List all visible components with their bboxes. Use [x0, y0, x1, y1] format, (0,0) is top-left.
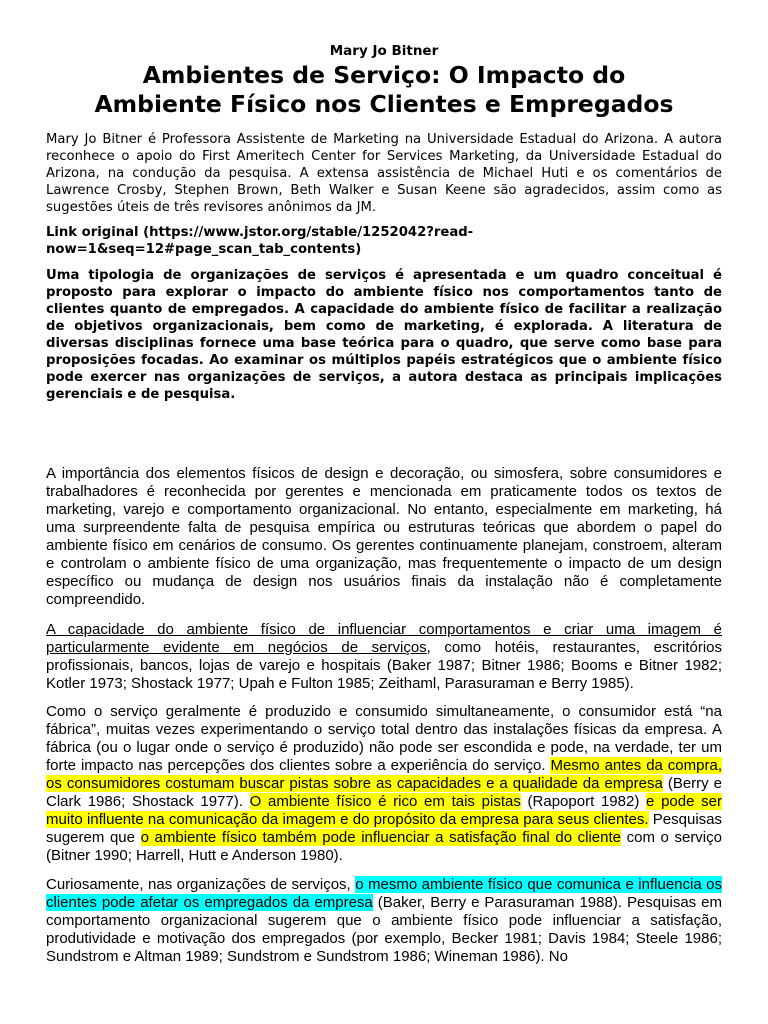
body-paragraph-1: A importância dos elementos físicos de design e decoração, ou simosfera, sobre consumidores e trabalhadores é reconhecida por gerentes e mencionada em praticamente todos os textos de marketing, varejo e comportamento organizacional. No entanto, especialmente em marketing, há uma surpreendente falta de pesquisa empírica ou estruturas teóricas que abordem o papel do ambiente físico em cenários de consumo. Os gerentes continuamente planejam, constroem, alteram e controlam o ambiente físico de uma organização, mas frequentemente o impacto de um design específico ou mudança de design nos usuários finais da instalação não é completamente compreendido.	[46, 465, 722, 608]
author-bio: Mary Jo Bitner é Professora Assistente de Marketing na Universidade Estadual do Arizona. A autora reconhece o apoio do First Ameritech Center for Services Marketing, da Universidade Estadual do Arizona, na condução da pesquisa. A extensa assistência de Michael Huti e os comentários de Lawrence Crosby, Stephen Brown, Beth Walker e Susan Keene são agradecidos, assim como as sugestões úteis de três revisores anônimos da JM.	[46, 132, 722, 215]
paragraph-3-text-c: (Rapoport 1982)	[520, 793, 647, 810]
yellow-highlight-4: o ambiente físico também pode influenciar a satisfação final do cliente	[140, 829, 621, 846]
body-paragraph-3	[46, 703, 722, 865]
original-link[interactable]	[46, 224, 722, 258]
title-line-2: Ambiente Físico nos Clientes e Empregados	[94, 90, 674, 118]
body-paragraph-4	[46, 876, 722, 966]
yellow-highlight-2: O ambiente físico é rico em tais pistas	[249, 793, 521, 810]
document-title	[40, 61, 728, 119]
paragraph-2-text: , como hotéis, restaurantes, escritórios profissionais, bancos, lojas de varejo e hospitais (Baker 1987; Bitner 1986; Booms e Bitner 1982; Kotler 1973; Shostack 1977; Upah e Fulton 1985; Zeithaml, Parasuraman e Berry 1985).	[46, 639, 723, 692]
paragraph-3-text-a: Como o serviço geralmente é produzido e consumido simultaneamente, o consumidor está “na fábrica”, muitas vezes experimentando o serviço total dentro das instalações físicas da empresa. A fábrica (ou o lugar onde o serviço é produzido) não pode ser escondida e pode, na verdade, ter um forte impacto nas percepções dos clientes sobre a experiência do serviço.	[46, 703, 722, 774]
link-line-2[interactable]: now=1&seq=12#page_scan_tab_contents)	[46, 242, 362, 257]
yellow-highlight-1: Mesmo antes da compra, os consumidores costumam buscar pistas sobre as capacidades e a qualidade da empresa	[46, 757, 722, 792]
paragraph-4-text-b: (Baker, Berry e Parasuraman 1988). Pesquisas em comportamento organizacional sugerem que o ambiente físico pode influenciar a satisfação, produtividade e motivação dos empregados (por exemplo, Becker 1981; Davis 1984; Steele 1986; Sundstrom e Altman 1989; Sundstrom e Sundstrom 1986; Wineman 1986). No	[46, 894, 722, 965]
paragraph-3-text-e: com o serviço (Bitner 1990; Harrell, Hutt e Anderson 1980).	[46, 829, 722, 864]
paragraph-3-text-b: (Berry e Clark 1986; Shostack 1977).	[46, 775, 722, 810]
abstract: Uma tipologia de organizações de serviços é apresentada e um quadro conceitual é proposto para explorar o impacto do ambiente físico nos comportamentos tanto de clientes quanto de empregados. A capacidade do ambiente físico de facilitar a realização de objetivos organizacionais, bem como de marketing, é explorada. A literatura de diversas disciplinas fornece uma base teórica para o quadro, que serve como base para proposições focadas. Ao examinar os múltiplos papéis estratégicos que o ambiente físico pode exercer nas organizações de serviços, a autora destaca as principais implicações gerenciais e de pesquisa.	[46, 268, 722, 402]
author-name: Mary Jo Bitner	[329, 43, 439, 59]
title-line-1: Ambientes de Serviço: O Impacto do	[142, 61, 626, 89]
underlined-sentence: A capacidade do ambiente físico de influenciar comportamentos e criar uma imagem é particularmente evidente em negócios de serviços	[46, 621, 722, 656]
link-line-1[interactable]: Link original (https://www.jstor.org/stable/1252042?read-	[46, 225, 474, 240]
body-paragraph-2	[46, 621, 722, 693]
cyan-highlight: o mesmo ambiente físico que comunica e influencia os clientes pode afetar os empregados da empresa	[46, 876, 722, 911]
yellow-highlight-3: e pode ser muito influente na comunicação da imagem e do propósito da empresa para seus clientes.	[46, 793, 722, 828]
paragraph-3-text-d: Pesquisas sugerem que	[46, 811, 722, 846]
paragraph-4-text-a: Curiosamente, nas organizações de serviços,	[46, 876, 356, 893]
